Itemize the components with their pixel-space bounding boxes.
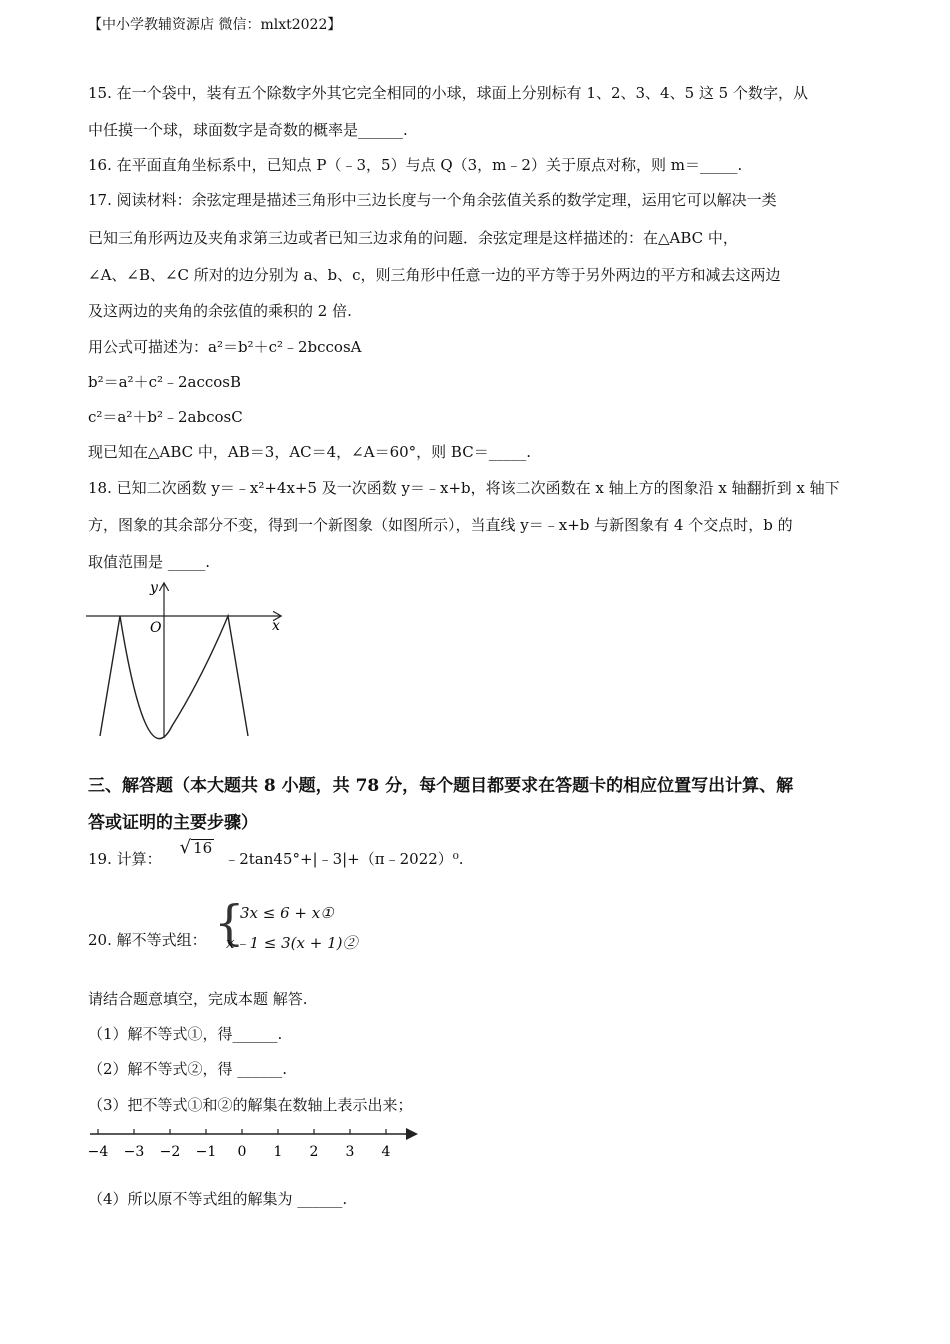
- section3-line1: 三、解答题（本大题共 8 小题，共 78 分，每个题目都要求在答题卡的相应位置写出计算、解: [88, 776, 794, 796]
- q17-line1: 17. 阅读材料：余弦定理是描述三角形中三边长度与一个角余弦值关系的数学定理，运用它可以解决一类: [88, 191, 777, 209]
- q20-number-line: [84, 1122, 424, 1166]
- number-line-label: −2: [159, 1144, 181, 1160]
- sqrt-sign-icon: √: [179, 837, 192, 858]
- q20-step3: （3）把不等式①和②的解集在数轴上表示出来；: [88, 1096, 413, 1114]
- q19-radicand: 16: [193, 839, 213, 857]
- q20-system: [214, 895, 358, 958]
- q18-line3: 取值范围是 _____.: [88, 553, 211, 571]
- q20-instruction: 请结合题意填空，完成本题 解答.: [88, 990, 308, 1008]
- q20-step2: （2）解不等式②，得 ______.: [88, 1060, 288, 1078]
- origin-label: O: [150, 620, 162, 636]
- q19-rest: ﹣2tan45°+|﹣3|+（π﹣2022）⁰.: [224, 850, 464, 868]
- q16-text: 16. 在平面直角坐标系中，已知点 P（﹣3，5）与点 Q（3，m﹣2）关于原点对称，则 m＝_____.: [88, 156, 743, 174]
- number-line-label: 1: [273, 1144, 283, 1160]
- q17-line4: 及这两边的夹角的余弦值的乘积的 2 倍.: [88, 302, 352, 320]
- number-line-arrow-icon: [406, 1128, 418, 1140]
- q15-line2: 中任摸一个球，球面数字是奇数的概率是______.: [88, 121, 408, 139]
- page-header: 【中小学教辅资源店 微信：mlxt2022】: [88, 17, 342, 33]
- section3-line2: 答或证明的主要步骤）: [88, 813, 258, 833]
- q17-line2: 已知三角形两边及夹角求第三边或者已知三边求角的问题．余弦定理是这样描述的：在△ABC 中，: [88, 229, 738, 247]
- q18-line2: 方，图象的其余部分不变，得到一个新图象（如图所示），当直线 y＝﹣x+b 与新图象有 4 个交点时，b 的: [88, 516, 793, 534]
- q18-line1: 18. 已知二次函数 y＝﹣x²+4x+5 及一次函数 y＝﹣x+b，将该二次函数在 x 轴上方的图象沿 x 轴翻折到 x 轴下: [88, 479, 840, 497]
- q19-row: [88, 837, 464, 869]
- q20-prefix: 20. 解不等式组：: [88, 931, 207, 949]
- q17-formula3: c²＝a²＋b²﹣2abcosC: [88, 408, 243, 426]
- number-line-label: −1: [195, 1144, 217, 1160]
- q17-question: 现已知在△ABC 中，AB＝3，AC＝4，∠A＝60°，则 BC＝_____.: [88, 443, 531, 461]
- number-line-label: 3: [345, 1144, 355, 1160]
- left-brace-icon: {: [214, 895, 245, 951]
- q20-inequality-1: 3x ≤ 6 + x①: [240, 904, 334, 922]
- q17-formula-intro: 用公式可描述为：a²＝b²＋c²﹣2bccosA: [88, 338, 362, 356]
- q19-sqrt: [180, 839, 215, 857]
- q18-graph: [84, 578, 294, 740]
- number-line-label: −4: [87, 1144, 109, 1160]
- number-line-label: −3: [123, 1144, 145, 1160]
- number-line-label: 4: [381, 1144, 391, 1160]
- q19-prefix: 19. 计算：: [88, 850, 162, 868]
- q17-line3: ∠A、∠B、∠C 所对的边分别为 a、b、c，则三角形中任意一边的平方等于另外两边的平方和减去这两边: [88, 266, 781, 284]
- number-line-label: 0: [237, 1144, 247, 1160]
- q20-step1: （1）解不等式①，得______.: [88, 1025, 283, 1043]
- q17-formula2: b²＝a²＋c²﹣2accosB: [88, 373, 242, 391]
- q15-line1: 15. 在一个袋中，装有五个除数字外其它完全相同的小球，球面上分别标有 1、2、3、4、5 这 5 个数字，从: [88, 84, 808, 102]
- q20-inequality-2: x﹣1 ≤ 3(x + 1)②: [226, 934, 358, 952]
- q20-step4: （4）所以原不等式组的解集为 ______.: [88, 1190, 348, 1208]
- folded-parabola-curve: [100, 616, 248, 739]
- x-axis-label: x: [272, 618, 280, 634]
- y-axis-label: y: [150, 580, 158, 596]
- number-line-label: 2: [309, 1144, 319, 1160]
